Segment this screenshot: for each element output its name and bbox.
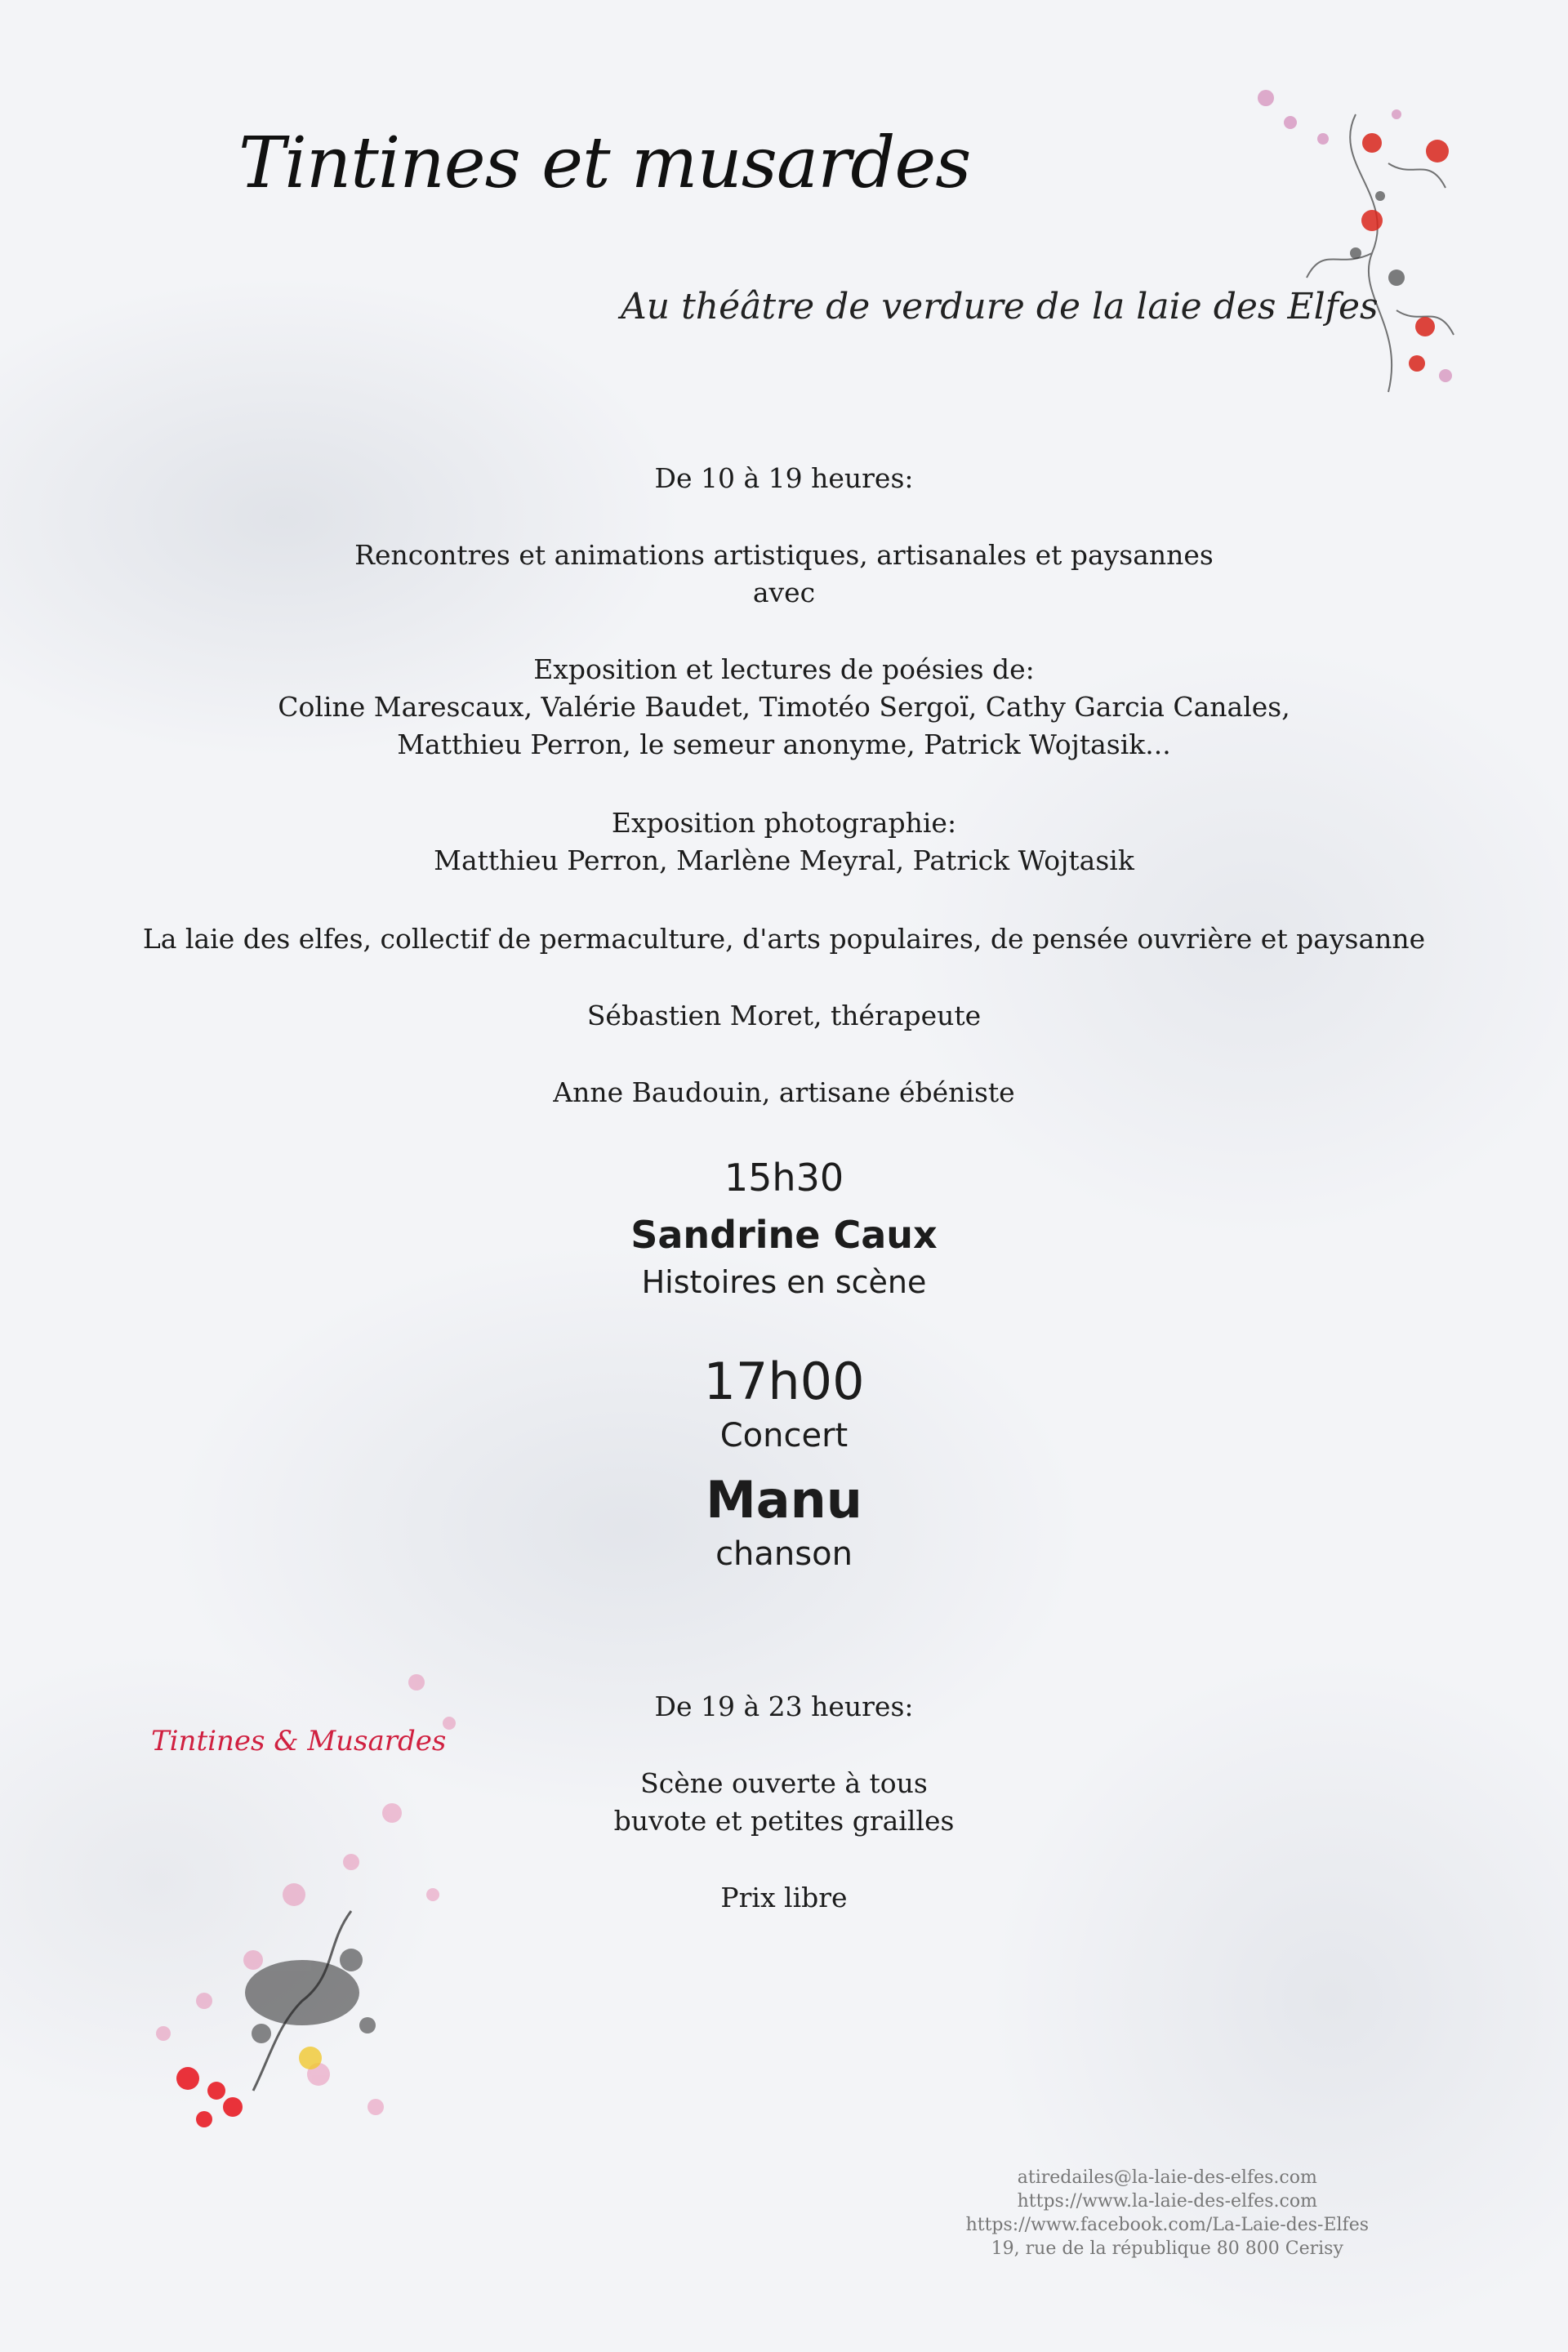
show2-genre: chanson <box>715 1535 853 1573</box>
price-line: Prix libre <box>720 1882 848 1913</box>
photo-line: Matthieu Perron, Marlène Meyral, Patrick Wojtasik <box>434 844 1134 876</box>
poetry-heading: Exposition et lectures de poésies de: <box>533 653 1035 685</box>
day-time-label: De 10 à 19 heures: <box>654 462 914 494</box>
show1-time: 15h30 <box>724 1156 844 1200</box>
evening-time-label: De 19 à 23 heures: <box>654 1690 914 1722</box>
flower-decoration-top <box>1233 65 1494 425</box>
show2-type: Concert <box>719 1417 849 1454</box>
footer-facebook[interactable]: https://www.facebook.com/La-Laie-des-Elfes <box>965 2215 1369 2235</box>
poetry-line-2: Matthieu Perron, le semeur anonyme, Patrick Wojtasik... <box>397 728 1171 760</box>
show2-time: 17h00 <box>703 1352 865 1411</box>
evening-line-1: Scène ouverte à tous <box>640 1767 928 1799</box>
footer-email[interactable]: atiredailes@la-laie-des-elfes.com <box>1017 2167 1317 2188</box>
footer-address: 19, rue de la république 80 800 Cerisy <box>991 2238 1343 2259</box>
therapist-line: Sébastien Moret, thérapeute <box>586 1000 982 1031</box>
collective-line: La laie des elfes, collectif de permaculture, d'arts populaires, de pensée ouvrière et paysanne <box>142 923 1426 955</box>
page-subtitle: Au théâtre de verdure de la laie des Elfes <box>621 286 1379 327</box>
show2-performer: Manu <box>706 1470 862 1530</box>
show1-description: Histoires en scène <box>641 1264 927 1300</box>
poetry-line-1: Coline Marescaux, Valérie Baudet, Timotéo Sergoï, Cathy Garcia Canales, <box>278 691 1290 723</box>
photo-heading: Exposition photographie: <box>611 807 957 839</box>
footer-website[interactable]: https://www.la-laie-des-elfes.com <box>1017 2191 1317 2212</box>
page-title: Tintines et musardes <box>238 122 971 204</box>
footer-contact <box>966 2166 1369 2261</box>
activities-line-2: avec <box>752 577 816 608</box>
logo-text: Tintines & Musardes <box>151 1725 447 1757</box>
artisan-line: Anne Baudouin, artisane ébéniste <box>553 1076 1015 1108</box>
show1-performer: Sandrine Caux <box>630 1213 938 1257</box>
evening-line-2: buvote et petites grailles <box>613 1805 955 1837</box>
activities-line-1: Rencontres et animations artistiques, artisanales et paysannes <box>354 539 1214 571</box>
